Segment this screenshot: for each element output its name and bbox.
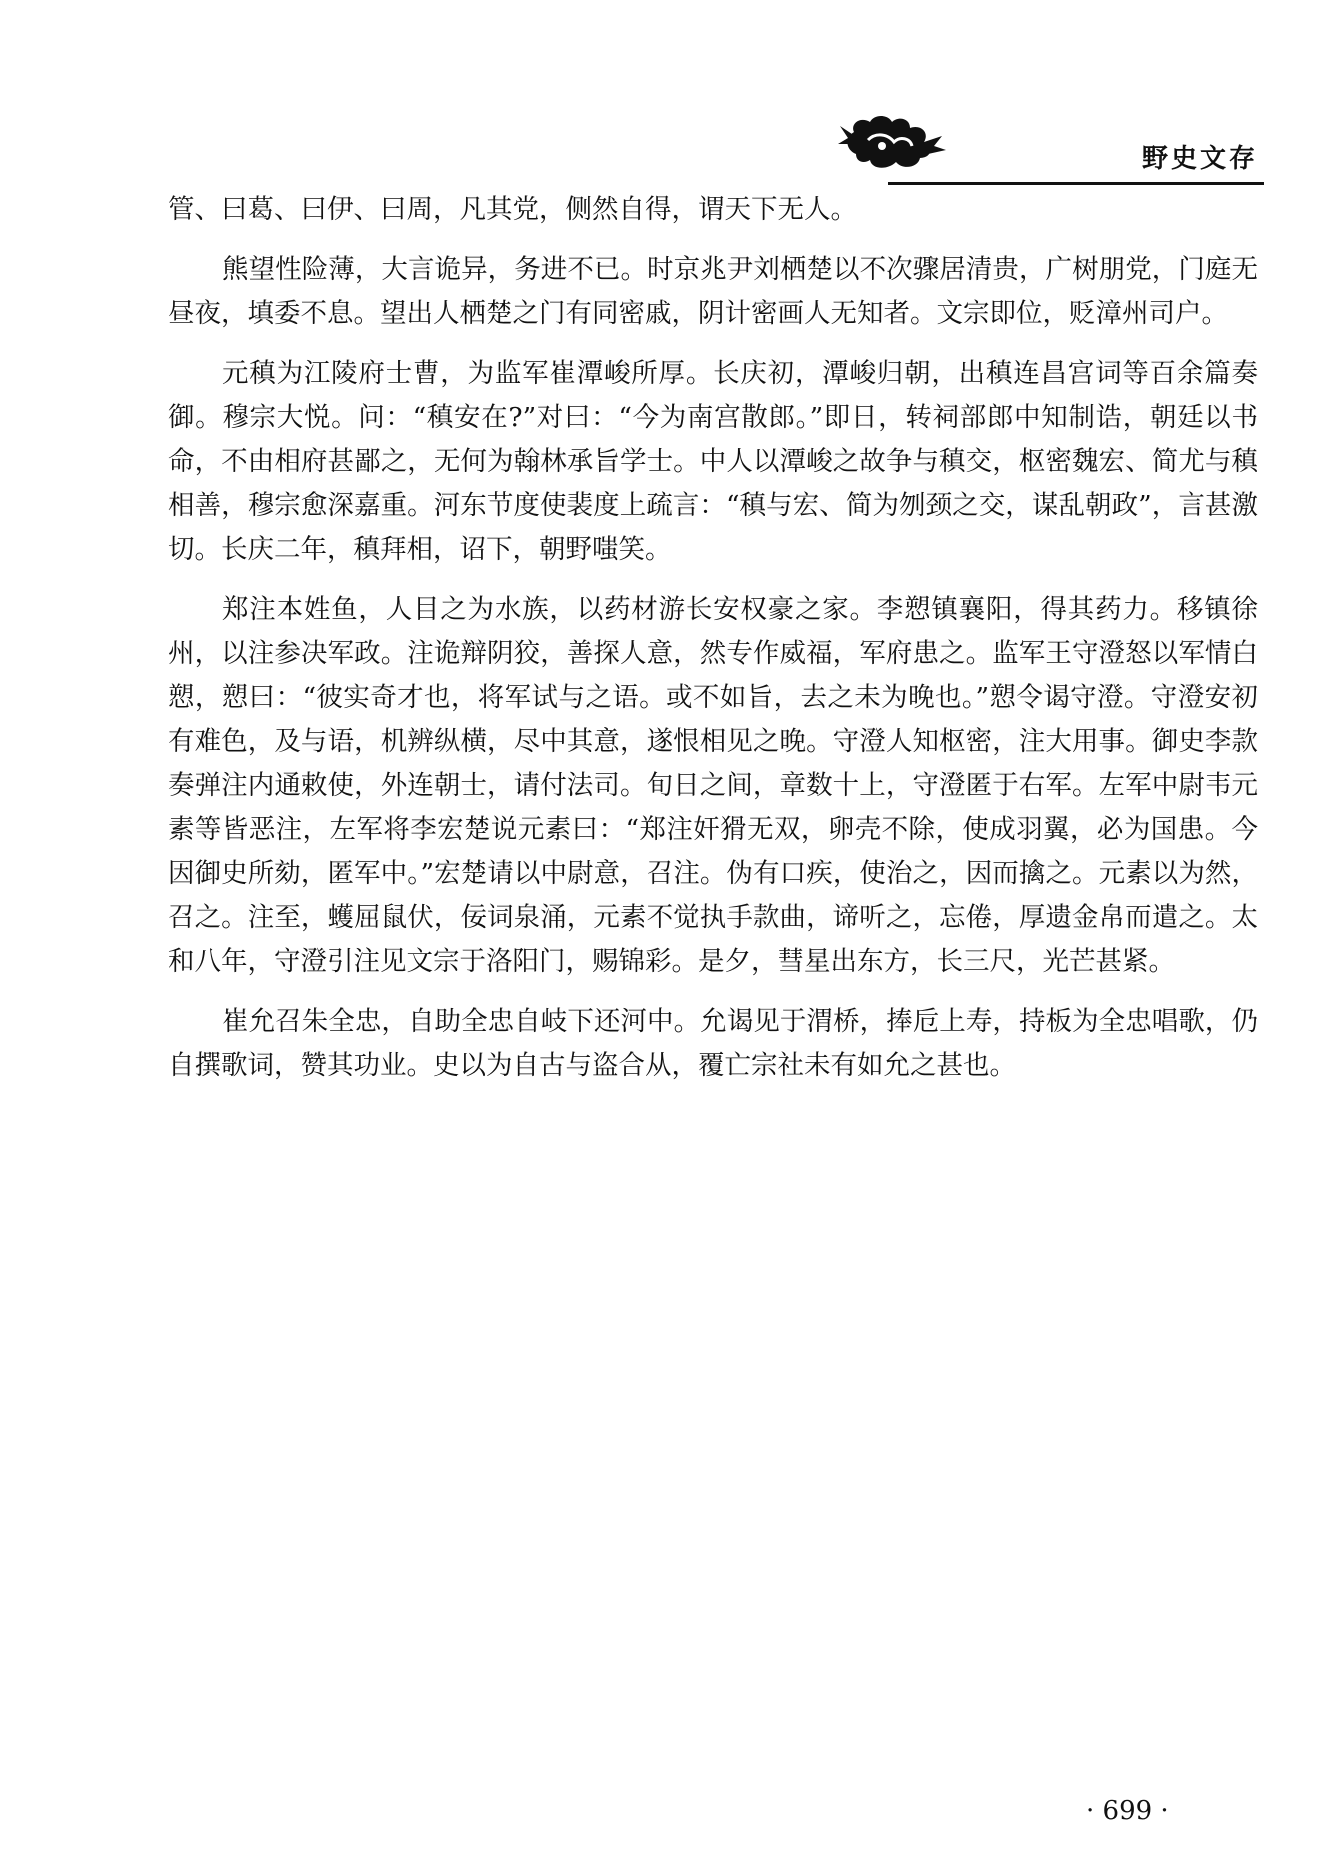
paragraph: 崔允召朱全忠，自助全忠自岐下还河中。允谒见于渭桥，捧卮上寿，持板为全忠唱歌，仍自撰歌词，赞其功业。史以为自古与盗合从，覆亡宗社未有如允之甚也。 [168,1006,1258,1081]
page-header [838,110,1258,190]
dragon-icon [838,110,948,174]
page-number: · 699 · [1086,1796,1169,1826]
paragraph: 元稹为江陵府士曹，为监军崔潭峻所厚。长庆初，潭峻归朝，出稹连昌宫词等百余篇奏御。穆宗大悦。问：“稹安在?”对曰：“今为南宫散郎。”即日，转祠部郎中知制诰，朝廷以书命，不由相府甚鄙之，无何为翰林承旨学士。中人以潭峻之故争与稹交，枢密魏宏、简尤与稹相善，穆宗愈深嘉重。河东节度使裴度上疏言：“稹与宏、简为刎颈之交，谋乱朝政”，言甚激切。长庆二年，稹拜相，诏下，朝野嗤笑。 [168,358,1258,565]
paragraph: 郑注本姓鱼，人目之为水族，以药材游长安权豪之家。李愬镇襄阳，得其药力。移镇徐州，以注参决军政。注诡辩阴狡，善探人意，然专作威福，军府患之。监军王守澄怒以军情白愬，愬曰：“彼实奇才也，将军试与之语。或不如旨，去之未为晚也。”愬令谒守澄。守澄安初有难色，及与语，机辨纵横，尽中其意，遂恨相见之晚。守澄人知枢密，注大用事。御史李款奏弹注内通敕使，外连朝士，请付法司。旬日之间，章数十上，守澄匿于右军。左军中尉韦元素等皆恶注，左军将李宏楚说元素曰：“郑注奸猾无双，卵壳不除，使成羽翼，必为国患。今因御史所劾，匿军中。”宏楚请以中尉意，召注。伪有口疾，使治之，因而擒之。元素以为然，召之。注至，蠖屈鼠伏，佞词泉涌，元素不觉执手款曲，谛听之，忘倦，厚遗金帛而遣之。太和八年，守澄引注见文宗于洛阳门，赐锦彩。是夕，彗星出东方，长三尺，光芒甚紧。 [168,594,1258,977]
body-text [168,188,1258,1104]
paragraph: 管、曰葛、曰伊、曰周，凡其党，侧然自得，谓天下无人。 [168,194,857,225]
paragraph: 熊望性险薄，大言诡异，务进不已。时京兆尹刘栖楚以不次骤居清贵，广树朋党，门庭无昼夜，填委不息。望出人栖楚之门有同密戚，阴计密画人无知者。文宗即位，贬漳州司户。 [168,254,1258,329]
page-header-title: 野史文存 [1141,144,1258,174]
header-rule [888,182,1264,185]
